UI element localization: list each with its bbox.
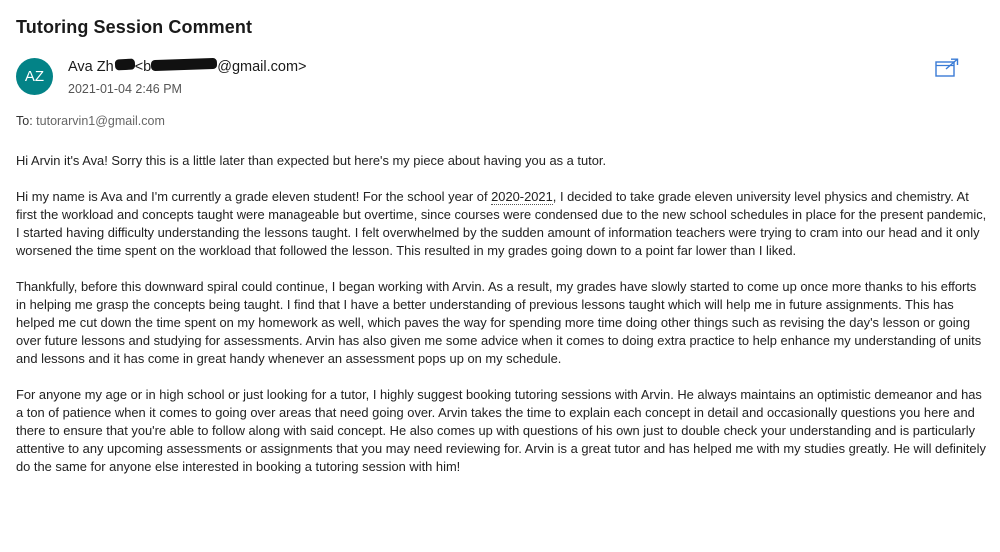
sender-line[interactable]	[68, 59, 307, 75]
sent-datetime: 2021-01-04 2:46 PM	[68, 82, 182, 96]
sender-name: Ava Zh	[68, 59, 114, 75]
school-year: 2020-2021	[491, 189, 553, 204]
to-label: To:	[16, 114, 33, 128]
email-subject: Tutoring Session Comment	[16, 17, 253, 37]
paragraph-text: Hi my name is Ava and I'm currently a grade eleven student! For the school year of	[16, 189, 492, 204]
body-paragraph-1	[16, 188, 988, 260]
body-paragraph-2: Thankfully, before this downward spiral could continue, I began working with Arvin. As a result, my grades have slowly started to come up once more thanks to his efforts in helping me grasp the concepts being taught. I find that I have a better understanding of previous lessons taught which will help me in future assignments. This has helped me cut down the time spent on my homework as well, which paves the way for spending more time doing other things such as revising the day's lesson or going over future lessons and studying for assessments. Arvin has also given me some advice when it comes to doing extra practice to help enhance my understanding of units and lessons and it has come in great handy whenever an assessment pops up on my schedule.	[16, 279, 982, 366]
sender-avatar: AZ	[16, 58, 53, 95]
sender-email-domain: @gmail.com>	[217, 59, 307, 75]
body-paragraph-3: For anyone my age or in high school or just looking for a tutor, I highly suggest booking tutoring sessions with Arvin. He always maintains an optimistic demeanor and has a ton of patience when it comes to going over areas that need going over. Arvin takes the time to explain each concept in detail and occasionally questions you here and there to ensure that you're able to follow along with said concept. He also comes up with questions of his own just to double check your understanding and is particularly attentive to any upcoming assessments or assignments that you may need reviewing for. Arvin is a great tutor and has helped me with my studies greatly. He will definitely do the same for anyone else interested in booking a tutoring session with him!	[16, 387, 986, 474]
redaction-mark	[151, 58, 217, 71]
greeting-paragraph: Hi Arvin it's Ava! Sorry this is a little later than expected but here's my piece about having you as a tutor.	[16, 153, 607, 168]
paragraph-text: , I decided to take grade eleven university level physics and chemistry. At first the workload and concepts taught were manageable but overtime, since courses were condensed due to the new school schedules in place for the present pandemic, I started having difficulty understanding the lessons taught. I felt overwhelmed by the sudden amount of information teachers were trying to cram into our head and it only worsened the time spent on the workload that followed the lesson. This resulted in my grades going down to a point far lower than I liked.	[16, 189, 987, 258]
open-in-new-window-icon[interactable]	[935, 58, 959, 78]
email-body	[16, 152, 988, 494]
sender-email-start: <b	[134, 59, 152, 75]
recipient-line	[16, 114, 165, 128]
recipient-address[interactable]: tutorarvin1@gmail.com	[36, 114, 165, 128]
redaction-mark	[114, 58, 135, 70]
